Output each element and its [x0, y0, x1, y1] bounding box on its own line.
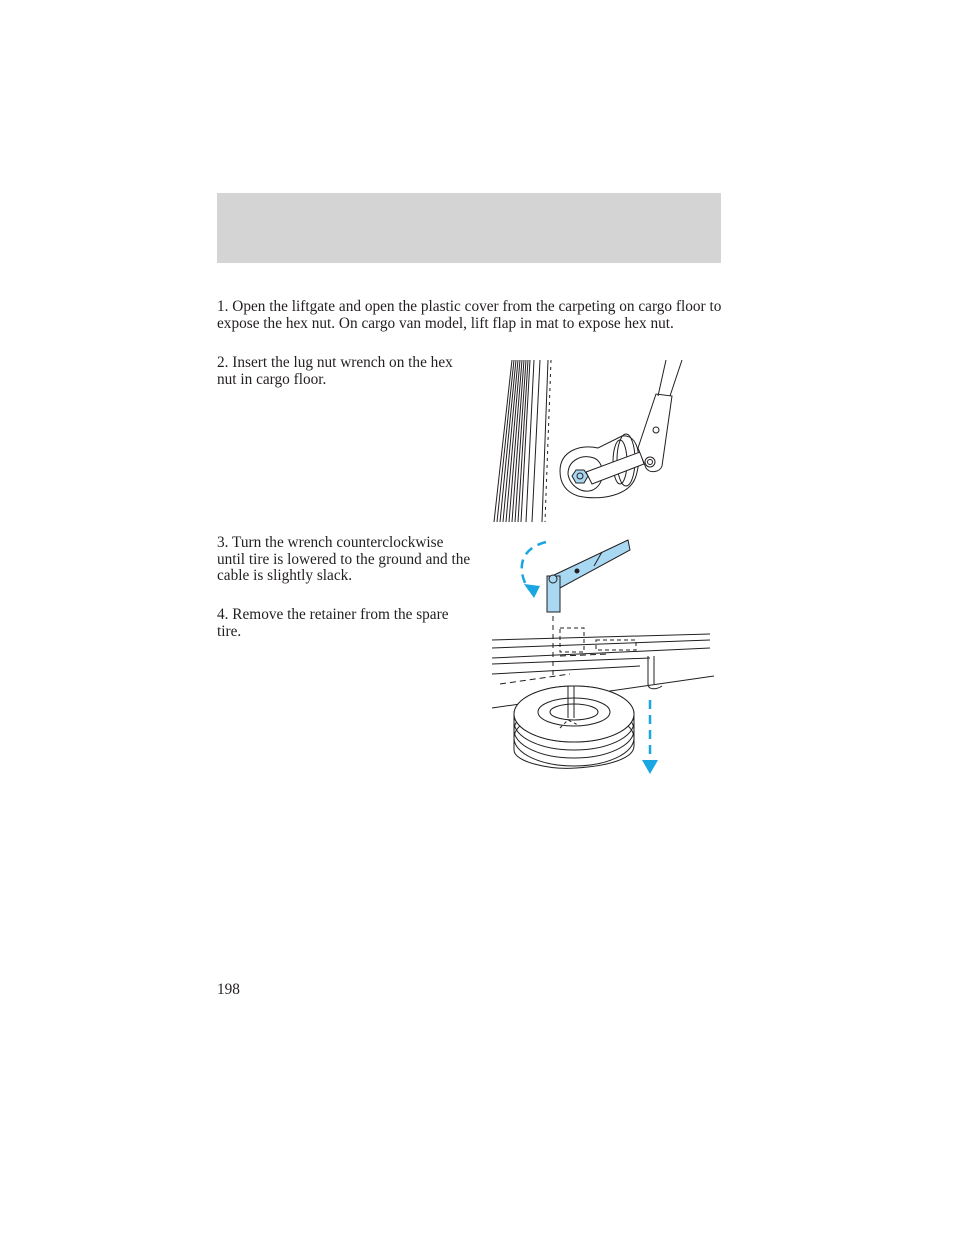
step-4-text: 4. Remove the retainer from the spare tire.	[217, 606, 449, 640]
step-3-text: 3. Turn the wrench counterclockwise until tire is lowered to the ground and the cable is slightly slack.	[217, 534, 471, 585]
step-1-text: 1. Open the liftgate and open the plastic cover from the carpeting on cargo floor to expose the hex nut. On cargo van model, lift flap in mat to expose hex nut.	[217, 298, 722, 332]
page-number: 198	[217, 981, 240, 998]
wrench-on-hex-nut-illustration	[490, 356, 720, 524]
section-header-bar	[217, 193, 721, 263]
lowering-spare-tire-illustration	[490, 536, 716, 778]
door-seal-lines	[494, 360, 551, 522]
counterclockwise-arrow-icon	[522, 542, 546, 598]
step-2-text: 2. Insert the lug nut wrench on the hex nut in cargo floor.	[217, 354, 453, 388]
wrench-handle	[547, 540, 630, 612]
down-arrow-icon	[642, 700, 658, 774]
lug-nut-wrench	[586, 360, 682, 484]
spare-tire	[514, 686, 634, 768]
